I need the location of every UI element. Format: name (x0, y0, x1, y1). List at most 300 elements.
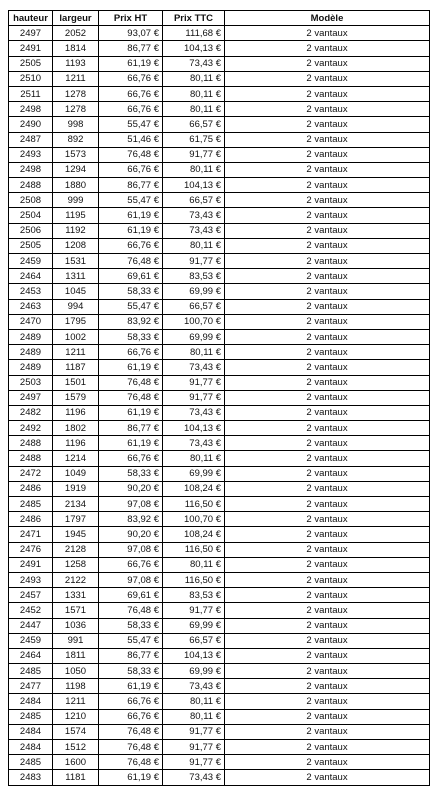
cell-largeur: 1574 (53, 724, 99, 739)
cell-hauteur: 2493 (9, 147, 53, 162)
cell-modele: 2 vantaux (225, 71, 430, 86)
cell-prix-ttc: 73,43 € (163, 679, 225, 694)
cell-hauteur: 2489 (9, 345, 53, 360)
table-row (9, 421, 430, 436)
table-row (9, 345, 430, 360)
table-row (9, 436, 430, 451)
cell-modele: 2 vantaux (225, 26, 430, 41)
cell-prix-ttc: 104,13 € (163, 648, 225, 663)
cell-prix-ht: 76,48 € (99, 603, 163, 618)
cell-prix-ht: 86,77 € (99, 648, 163, 663)
table-row (9, 405, 430, 420)
table-row (9, 512, 430, 527)
cell-prix-ttc: 104,13 € (163, 178, 225, 193)
cell-hauteur: 2487 (9, 132, 53, 147)
cell-prix-ht: 61,19 € (99, 436, 163, 451)
cell-prix-ttc: 83,53 € (163, 269, 225, 284)
cell-prix-ttc: 69,99 € (163, 329, 225, 344)
cell-modele: 2 vantaux (225, 724, 430, 739)
cell-largeur: 1181 (53, 770, 99, 785)
cell-modele: 2 vantaux (225, 527, 430, 542)
cell-hauteur: 2452 (9, 603, 53, 618)
cell-prix-ht: 58,33 € (99, 618, 163, 633)
cell-prix-ttc: 80,11 € (163, 694, 225, 709)
cell-hauteur: 2447 (9, 618, 53, 633)
table-row (9, 648, 430, 663)
cell-hauteur: 2482 (9, 405, 53, 420)
cell-prix-ht: 58,33 € (99, 664, 163, 679)
cell-prix-ttc: 80,11 € (163, 345, 225, 360)
cell-largeur: 1045 (53, 284, 99, 299)
cell-prix-ttc: 108,24 € (163, 481, 225, 496)
cell-largeur: 998 (53, 117, 99, 132)
cell-hauteur: 2498 (9, 162, 53, 177)
cell-prix-ttc: 91,77 € (163, 375, 225, 390)
table-row (9, 71, 430, 86)
cell-prix-ttc: 80,11 € (163, 102, 225, 117)
cell-hauteur: 2488 (9, 451, 53, 466)
table-row (9, 208, 430, 223)
cell-prix-ttc: 69,99 € (163, 466, 225, 481)
cell-hauteur: 2485 (9, 709, 53, 724)
cell-prix-ht: 66,76 € (99, 709, 163, 724)
table-row (9, 451, 430, 466)
table-row (9, 527, 430, 542)
cell-modele: 2 vantaux (225, 512, 430, 527)
table-row (9, 694, 430, 709)
cell-hauteur: 2490 (9, 117, 53, 132)
cell-prix-ttc: 73,43 € (163, 436, 225, 451)
cell-prix-ht: 90,20 € (99, 527, 163, 542)
cell-prix-ttc: 91,77 € (163, 254, 225, 269)
cell-prix-ht: 69,61 € (99, 588, 163, 603)
cell-prix-ht: 51,46 € (99, 132, 163, 147)
cell-hauteur: 2483 (9, 770, 53, 785)
cell-prix-ht: 66,76 € (99, 162, 163, 177)
cell-prix-ttc: 80,11 € (163, 162, 225, 177)
table-row (9, 557, 430, 572)
cell-largeur: 1195 (53, 208, 99, 223)
table-row (9, 162, 430, 177)
cell-prix-ht: 97,08 € (99, 572, 163, 587)
cell-modele: 2 vantaux (225, 162, 430, 177)
cell-hauteur: 2459 (9, 633, 53, 648)
cell-prix-ttc: 116,50 € (163, 572, 225, 587)
cell-prix-ht: 86,77 € (99, 41, 163, 56)
cell-modele: 2 vantaux (225, 694, 430, 709)
cell-largeur: 1036 (53, 618, 99, 633)
cell-largeur: 1049 (53, 466, 99, 481)
cell-prix-ht: 66,76 € (99, 557, 163, 572)
cell-prix-ht: 76,48 € (99, 254, 163, 269)
cell-modele: 2 vantaux (225, 299, 430, 314)
cell-largeur: 1196 (53, 405, 99, 420)
cell-prix-ttc: 80,11 € (163, 451, 225, 466)
cell-prix-ht: 93,07 € (99, 26, 163, 41)
cell-modele: 2 vantaux (225, 147, 430, 162)
cell-modele: 2 vantaux (225, 451, 430, 466)
cell-prix-ht: 66,76 € (99, 345, 163, 360)
cell-prix-ht: 76,48 € (99, 147, 163, 162)
cell-prix-ttc: 104,13 € (163, 41, 225, 56)
cell-prix-ht: 83,92 € (99, 512, 163, 527)
table-row (9, 572, 430, 587)
cell-modele: 2 vantaux (225, 755, 430, 770)
cell-modele: 2 vantaux (225, 117, 430, 132)
cell-hauteur: 2504 (9, 208, 53, 223)
cell-hauteur: 2486 (9, 481, 53, 496)
cell-prix-ht: 76,48 € (99, 375, 163, 390)
cell-prix-ht: 66,76 € (99, 86, 163, 101)
cell-prix-ht: 66,76 € (99, 694, 163, 709)
cell-prix-ttc: 66,57 € (163, 299, 225, 314)
header-modele: Modèle (225, 11, 430, 26)
cell-modele: 2 vantaux (225, 56, 430, 71)
cell-modele: 2 vantaux (225, 390, 430, 405)
cell-modele: 2 vantaux (225, 481, 430, 496)
cell-modele: 2 vantaux (225, 223, 430, 238)
cell-largeur: 892 (53, 132, 99, 147)
cell-hauteur: 2484 (9, 724, 53, 739)
cell-modele: 2 vantaux (225, 497, 430, 512)
cell-largeur: 2134 (53, 497, 99, 512)
cell-prix-ttc: 73,43 € (163, 223, 225, 238)
cell-largeur: 1196 (53, 436, 99, 451)
cell-hauteur: 2485 (9, 755, 53, 770)
cell-hauteur: 2491 (9, 41, 53, 56)
cell-prix-ht: 76,48 € (99, 390, 163, 405)
cell-modele: 2 vantaux (225, 633, 430, 648)
cell-modele: 2 vantaux (225, 329, 430, 344)
cell-hauteur: 2489 (9, 329, 53, 344)
table-row (9, 132, 430, 147)
table-row (9, 360, 430, 375)
cell-prix-ht: 61,19 € (99, 56, 163, 71)
cell-prix-ttc: 80,11 € (163, 709, 225, 724)
cell-hauteur: 2491 (9, 557, 53, 572)
cell-prix-ht: 58,33 € (99, 466, 163, 481)
cell-largeur: 1501 (53, 375, 99, 390)
cell-prix-ttc: 100,70 € (163, 512, 225, 527)
cell-modele: 2 vantaux (225, 436, 430, 451)
cell-largeur: 1797 (53, 512, 99, 527)
cell-modele: 2 vantaux (225, 360, 430, 375)
table-row (9, 679, 430, 694)
cell-largeur: 2128 (53, 542, 99, 557)
cell-prix-ttc: 100,70 € (163, 314, 225, 329)
table-row (9, 618, 430, 633)
cell-prix-ht: 90,20 € (99, 481, 163, 496)
header-prix-ht: Prix HT (99, 11, 163, 26)
cell-hauteur: 2497 (9, 26, 53, 41)
cell-prix-ht: 61,19 € (99, 223, 163, 238)
table-row (9, 41, 430, 56)
cell-prix-ht: 61,19 € (99, 679, 163, 694)
table-row (9, 390, 430, 405)
cell-prix-ttc: 69,99 € (163, 664, 225, 679)
cell-prix-ttc: 83,53 € (163, 588, 225, 603)
cell-largeur: 1795 (53, 314, 99, 329)
cell-prix-ttc: 73,43 € (163, 208, 225, 223)
cell-hauteur: 2488 (9, 436, 53, 451)
cell-prix-ttc: 80,11 € (163, 71, 225, 86)
cell-prix-ttc: 73,43 € (163, 770, 225, 785)
cell-largeur: 1198 (53, 679, 99, 694)
cell-modele: 2 vantaux (225, 618, 430, 633)
cell-hauteur: 2508 (9, 193, 53, 208)
cell-hauteur: 2470 (9, 314, 53, 329)
cell-prix-ht: 61,19 € (99, 208, 163, 223)
table-row (9, 26, 430, 41)
cell-modele: 2 vantaux (225, 314, 430, 329)
cell-largeur: 2052 (53, 26, 99, 41)
cell-hauteur: 2505 (9, 56, 53, 71)
table-row (9, 633, 430, 648)
cell-prix-ttc: 69,99 € (163, 618, 225, 633)
cell-hauteur: 2457 (9, 588, 53, 603)
cell-prix-ht: 86,77 € (99, 421, 163, 436)
cell-modele: 2 vantaux (225, 405, 430, 420)
cell-largeur: 1579 (53, 390, 99, 405)
cell-modele: 2 vantaux (225, 664, 430, 679)
cell-prix-ttc: 91,77 € (163, 724, 225, 739)
cell-largeur: 1600 (53, 755, 99, 770)
table-body (9, 26, 430, 785)
cell-prix-ht: 58,33 € (99, 284, 163, 299)
cell-hauteur: 2485 (9, 497, 53, 512)
cell-hauteur: 2471 (9, 527, 53, 542)
table-row (9, 740, 430, 755)
cell-prix-ht: 66,76 € (99, 102, 163, 117)
cell-modele: 2 vantaux (225, 466, 430, 481)
table-row (9, 664, 430, 679)
table-row (9, 117, 430, 132)
table-row (9, 755, 430, 770)
table-row (9, 375, 430, 390)
cell-modele: 2 vantaux (225, 557, 430, 572)
cell-prix-ttc: 108,24 € (163, 527, 225, 542)
cell-largeur: 1214 (53, 451, 99, 466)
table-row (9, 86, 430, 101)
cell-hauteur: 2484 (9, 740, 53, 755)
cell-modele: 2 vantaux (225, 345, 430, 360)
cell-hauteur: 2477 (9, 679, 53, 694)
cell-prix-ht: 76,48 € (99, 740, 163, 755)
cell-largeur: 1208 (53, 238, 99, 253)
table-row (9, 193, 430, 208)
cell-largeur: 1278 (53, 102, 99, 117)
cell-largeur: 1880 (53, 178, 99, 193)
cell-prix-ttc: 111,68 € (163, 26, 225, 41)
cell-prix-ttc: 69,99 € (163, 284, 225, 299)
table-row (9, 603, 430, 618)
cell-prix-ttc: 61,75 € (163, 132, 225, 147)
cell-largeur: 1258 (53, 557, 99, 572)
cell-prix-ttc: 80,11 € (163, 238, 225, 253)
cell-prix-ht: 69,61 € (99, 269, 163, 284)
cell-modele: 2 vantaux (225, 284, 430, 299)
table-row (9, 724, 430, 739)
cell-prix-ht: 76,48 € (99, 755, 163, 770)
cell-hauteur: 2464 (9, 269, 53, 284)
cell-prix-ht: 83,92 € (99, 314, 163, 329)
cell-largeur: 1945 (53, 527, 99, 542)
table-row (9, 254, 430, 269)
cell-largeur: 1187 (53, 360, 99, 375)
cell-prix-ttc: 91,77 € (163, 740, 225, 755)
cell-modele: 2 vantaux (225, 102, 430, 117)
cell-prix-ht: 86,77 € (99, 178, 163, 193)
cell-hauteur: 2488 (9, 178, 53, 193)
cell-prix-ttc: 80,11 € (163, 86, 225, 101)
cell-largeur: 1294 (53, 162, 99, 177)
cell-largeur: 2122 (53, 572, 99, 587)
cell-prix-ttc: 66,57 € (163, 117, 225, 132)
cell-modele: 2 vantaux (225, 86, 430, 101)
table-row (9, 178, 430, 193)
table-row (9, 102, 430, 117)
cell-modele: 2 vantaux (225, 740, 430, 755)
table-row (9, 314, 430, 329)
cell-modele: 2 vantaux (225, 132, 430, 147)
cell-largeur: 1531 (53, 254, 99, 269)
cell-hauteur: 2453 (9, 284, 53, 299)
cell-prix-ht: 61,19 € (99, 405, 163, 420)
cell-prix-ttc: 104,13 € (163, 421, 225, 436)
cell-hauteur: 2497 (9, 390, 53, 405)
cell-prix-ttc: 91,77 € (163, 755, 225, 770)
header-prix-ttc: Prix TTC (163, 11, 225, 26)
cell-largeur: 1050 (53, 664, 99, 679)
cell-hauteur: 2510 (9, 71, 53, 86)
table-row (9, 481, 430, 496)
cell-hauteur: 2485 (9, 664, 53, 679)
cell-hauteur: 2492 (9, 421, 53, 436)
cell-largeur: 1193 (53, 56, 99, 71)
cell-hauteur: 2476 (9, 542, 53, 557)
cell-largeur: 1512 (53, 740, 99, 755)
header-largeur: largeur (53, 11, 99, 26)
cell-modele: 2 vantaux (225, 588, 430, 603)
cell-prix-ttc: 80,11 € (163, 557, 225, 572)
cell-prix-ht: 55,47 € (99, 633, 163, 648)
cell-modele: 2 vantaux (225, 603, 430, 618)
cell-modele: 2 vantaux (225, 375, 430, 390)
cell-prix-ttc: 73,43 € (163, 56, 225, 71)
cell-largeur: 1919 (53, 481, 99, 496)
cell-prix-ttc: 73,43 € (163, 405, 225, 420)
cell-prix-ttc: 66,57 € (163, 193, 225, 208)
table-row (9, 588, 430, 603)
cell-modele: 2 vantaux (225, 542, 430, 557)
cell-largeur: 1573 (53, 147, 99, 162)
cell-largeur: 1571 (53, 603, 99, 618)
cell-prix-ht: 97,08 € (99, 497, 163, 512)
table-row (9, 299, 430, 314)
table-row (9, 56, 430, 71)
cell-prix-ht: 61,19 € (99, 770, 163, 785)
table-row (9, 223, 430, 238)
cell-prix-ht: 97,08 € (99, 542, 163, 557)
cell-prix-ttc: 91,77 € (163, 603, 225, 618)
header-hauteur: hauteur (9, 11, 53, 26)
price-table-container (8, 10, 430, 786)
cell-prix-ttc: 66,57 € (163, 633, 225, 648)
table-row (9, 466, 430, 481)
cell-modele: 2 vantaux (225, 679, 430, 694)
cell-largeur: 1311 (53, 269, 99, 284)
cell-prix-ht: 66,76 € (99, 451, 163, 466)
table-row (9, 709, 430, 724)
cell-modele: 2 vantaux (225, 421, 430, 436)
cell-hauteur: 2505 (9, 238, 53, 253)
cell-hauteur: 2503 (9, 375, 53, 390)
cell-largeur: 1802 (53, 421, 99, 436)
cell-hauteur: 2463 (9, 299, 53, 314)
cell-largeur: 1211 (53, 694, 99, 709)
cell-modele: 2 vantaux (225, 193, 430, 208)
table-row (9, 238, 430, 253)
cell-largeur: 1002 (53, 329, 99, 344)
cell-prix-ht: 66,76 € (99, 238, 163, 253)
price-table (8, 10, 430, 786)
cell-largeur: 991 (53, 633, 99, 648)
cell-largeur: 1278 (53, 86, 99, 101)
cell-prix-ttc: 91,77 € (163, 390, 225, 405)
cell-largeur: 1210 (53, 709, 99, 724)
cell-prix-ht: 76,48 € (99, 724, 163, 739)
cell-prix-ttc: 73,43 € (163, 360, 225, 375)
cell-prix-ttc: 116,50 € (163, 542, 225, 557)
cell-modele: 2 vantaux (225, 41, 430, 56)
cell-hauteur: 2498 (9, 102, 53, 117)
cell-hauteur: 2484 (9, 694, 53, 709)
table-row (9, 269, 430, 284)
cell-modele: 2 vantaux (225, 770, 430, 785)
cell-prix-ht: 61,19 € (99, 360, 163, 375)
cell-largeur: 1211 (53, 345, 99, 360)
cell-hauteur: 2506 (9, 223, 53, 238)
cell-hauteur: 2511 (9, 86, 53, 101)
table-row (9, 329, 430, 344)
cell-modele: 2 vantaux (225, 208, 430, 223)
table-row (9, 542, 430, 557)
cell-modele: 2 vantaux (225, 572, 430, 587)
cell-hauteur: 2493 (9, 572, 53, 587)
cell-modele: 2 vantaux (225, 254, 430, 269)
cell-largeur: 1814 (53, 41, 99, 56)
cell-modele: 2 vantaux (225, 648, 430, 663)
cell-prix-ttc: 116,50 € (163, 497, 225, 512)
cell-prix-ht: 55,47 € (99, 299, 163, 314)
cell-prix-ht: 66,76 € (99, 71, 163, 86)
table-row (9, 147, 430, 162)
cell-hauteur: 2464 (9, 648, 53, 663)
cell-largeur: 994 (53, 299, 99, 314)
table-row (9, 497, 430, 512)
cell-prix-ttc: 91,77 € (163, 147, 225, 162)
cell-hauteur: 2486 (9, 512, 53, 527)
cell-prix-ht: 55,47 € (99, 193, 163, 208)
cell-largeur: 1811 (53, 648, 99, 663)
cell-hauteur: 2472 (9, 466, 53, 481)
cell-modele: 2 vantaux (225, 178, 430, 193)
table-row (9, 284, 430, 299)
cell-hauteur: 2489 (9, 360, 53, 375)
cell-largeur: 1331 (53, 588, 99, 603)
cell-largeur: 1211 (53, 71, 99, 86)
cell-hauteur: 2459 (9, 254, 53, 269)
